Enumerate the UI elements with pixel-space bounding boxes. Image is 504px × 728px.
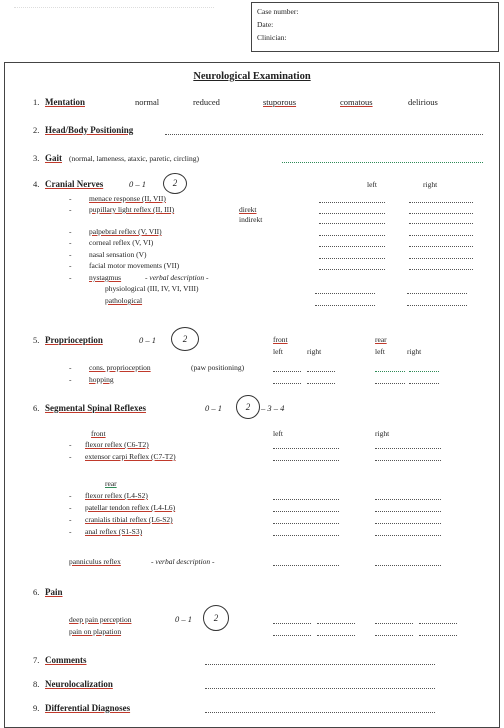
proprioception-heading: Proprioception	[45, 335, 103, 345]
nystagmus-physiological: physiological (III, IV, VI, VIII)	[105, 284, 199, 293]
pain-field[interactable]	[273, 635, 311, 636]
proprio-field[interactable]	[409, 371, 439, 372]
proprio-field[interactable]	[273, 371, 301, 372]
proprio-rear: rear	[375, 335, 387, 344]
cranial-field-left[interactable]	[319, 223, 385, 224]
spinal-front-extensor: extensor carpi Reflex (C7-T2)	[85, 452, 176, 461]
cranial-field-right[interactable]	[409, 246, 473, 247]
cranial-field-left[interactable]	[319, 213, 385, 214]
proprio-item-hopping: hopping	[89, 375, 114, 384]
cranial-col-right: right	[423, 180, 438, 189]
differential-diagnoses-field[interactable]	[205, 712, 435, 713]
proprio-field[interactable]	[307, 371, 335, 372]
proprio-rear-left: left	[375, 347, 385, 356]
pain-field[interactable]	[419, 623, 457, 624]
mentation-heading: Mentation	[45, 97, 85, 107]
cranial-bullet: -	[69, 273, 72, 282]
panniculus-note: - verbal description -	[151, 557, 215, 566]
cranial-bullet: -	[69, 194, 72, 203]
pain-field[interactable]	[317, 623, 355, 624]
spinal-scale-b: – 3 – 4	[261, 403, 285, 413]
cranial-field-right[interactable]	[409, 235, 473, 236]
head-body-field[interactable]	[165, 134, 483, 135]
spinal-field-right[interactable]	[375, 511, 441, 512]
comments-heading: Comments	[45, 655, 87, 665]
cranial-bullet: -	[69, 227, 72, 236]
cranial-bullet: -	[69, 261, 72, 270]
spinal-score-circle: 2	[236, 395, 260, 419]
cranial-field-right[interactable]	[407, 305, 467, 306]
nystagmus-note: - verbal description -	[145, 273, 209, 282]
mentation-option-reduced[interactable]: reduced	[193, 97, 220, 107]
spinal-bullet: -	[69, 452, 72, 461]
cranial-scale: 0 – 1	[129, 179, 146, 189]
spinal-bullet: -	[69, 527, 72, 536]
proprio-scale: 0 – 1	[139, 335, 156, 345]
proprio-bullet: -	[69, 375, 72, 384]
proprio-front: front	[273, 335, 288, 344]
spinal-rear-tibial: cranialis tibial reflex (L6-S2)	[85, 515, 173, 524]
cranial-score-circle: 2	[163, 173, 187, 194]
neurolocalization-field[interactable]	[205, 688, 435, 689]
spinal-field-right[interactable]	[375, 448, 441, 449]
cranial-field-left[interactable]	[319, 269, 385, 270]
gait-field[interactable]	[282, 162, 483, 163]
proprio-field[interactable]	[409, 383, 439, 384]
clinician-label: Clinician:	[257, 33, 287, 42]
spinal-bullet: -	[69, 503, 72, 512]
pain-field[interactable]	[375, 623, 413, 624]
proprio-rear-right: right	[407, 347, 422, 356]
pain-item-deep: deep pain perception	[69, 615, 132, 624]
cranial-field-right[interactable]	[409, 202, 473, 203]
spinal-field-left[interactable]	[273, 448, 339, 449]
comments-field[interactable]	[205, 664, 435, 665]
cranial-field-right[interactable]	[409, 269, 473, 270]
cranial-field-left[interactable]	[319, 235, 385, 236]
mentation-option-delirious[interactable]: delirious	[408, 97, 438, 107]
s7-num: 7.	[33, 655, 40, 665]
pain-num: 6.	[33, 587, 40, 597]
panniculus-field-left[interactable]	[273, 565, 339, 566]
proprio-front-left: left	[273, 347, 283, 356]
cranial-bullet: -	[69, 238, 72, 247]
s5-num: 5.	[33, 335, 40, 345]
cranial-nerves-heading: Cranial Nerves	[45, 179, 104, 189]
cranial-field-left[interactable]	[319, 258, 385, 259]
cranial-field-left[interactable]	[315, 293, 375, 294]
spinal-field-right[interactable]	[375, 499, 441, 500]
cranial-item-corneal: corneal reflex (V, VI)	[89, 238, 154, 247]
spinal-scale-a: 0 – 1	[205, 403, 222, 413]
s6-num: 6.	[33, 403, 40, 413]
pain-field[interactable]	[375, 635, 413, 636]
pain-score-circle: 2	[203, 605, 229, 631]
s4-num: 4.	[33, 179, 40, 189]
cranial-item-facial: facial motor movements (VII)	[89, 261, 180, 270]
proprio-item-conscious: cons. proprioception	[89, 363, 151, 372]
exam-form	[4, 62, 500, 728]
differential-diagnoses-heading: Differential Diagnoses	[45, 703, 131, 713]
form-title: Neurological Examination	[193, 71, 311, 82]
pain-field[interactable]	[317, 635, 355, 636]
spinal-bullet: -	[69, 440, 72, 449]
panniculus-reflex: panniculus reflex	[69, 557, 121, 566]
spinal-field-left[interactable]	[273, 535, 339, 536]
cranial-item-plr: pupillary light reflex (II, III)	[89, 205, 175, 214]
mentation-option-comatous[interactable]: comatous	[340, 97, 373, 107]
cranial-field-right[interactable]	[409, 223, 473, 224]
proprio-paw-note: (paw positioning)	[191, 363, 245, 372]
spinal-front-flexor: flexor reflex (C6-T2)	[85, 440, 149, 449]
spinal-col-left: left	[273, 429, 283, 438]
cranial-bullet: -	[69, 250, 72, 259]
spinal-field-left[interactable]	[273, 523, 339, 524]
spinal-bullet: -	[69, 491, 72, 500]
spinal-field-right[interactable]	[375, 523, 441, 524]
cranial-col-left: left	[367, 180, 377, 189]
spinal-col-right: right	[375, 429, 390, 438]
cranial-item-palpebral: palpebral reflex (V, VII)	[89, 227, 162, 236]
pain-item-plapation: pain on plapation	[69, 627, 122, 636]
pain-field[interactable]	[273, 623, 311, 624]
pain-heading: Pain	[45, 587, 63, 597]
cranial-bullet: -	[69, 205, 72, 214]
proprio-front-right: right	[307, 347, 322, 356]
plr-direct: direkt	[239, 205, 257, 214]
gait-detail: (normal, lameness, ataxic, paretic, circling)	[69, 154, 199, 163]
mentation-option-stuporous[interactable]: stuporous	[263, 97, 297, 107]
plr-indirect: indirekt	[239, 215, 263, 224]
case-info-box	[251, 2, 499, 52]
panniculus-field-right[interactable]	[375, 565, 441, 566]
cranial-field-left[interactable]	[315, 305, 375, 306]
proprio-score-circle: 2	[171, 327, 199, 351]
proprio-field[interactable]	[375, 383, 405, 384]
s8-num: 8.	[33, 679, 40, 689]
spinal-rear-flexor: flexor reflex (L4-S2)	[85, 491, 148, 500]
mentation-option-normal[interactable]: normal	[135, 97, 160, 107]
gait-heading: Gait	[45, 153, 62, 163]
head-body-heading: Head/Body Positioning	[45, 125, 134, 135]
spinal-rear-patellar: patellar tendon reflex (L4-L6)	[85, 503, 176, 512]
proprio-field[interactable]	[375, 371, 405, 372]
s3-num: 3.	[33, 153, 40, 163]
spinal-rear-anal: anal reflex (S1-S3)	[85, 527, 143, 536]
cranial-field-right[interactable]	[407, 293, 467, 294]
cranial-field-right[interactable]	[409, 258, 473, 259]
spinal-front: front	[91, 429, 106, 438]
top-faint-line	[14, 7, 214, 8]
pain-field[interactable]	[419, 635, 457, 636]
s9-num: 9.	[33, 703, 40, 713]
cranial-item-menace: menace response (II, VII)	[89, 194, 166, 203]
proprio-field[interactable]	[273, 383, 301, 384]
pain-scale: 0 – 1	[175, 614, 192, 624]
neurolocalization-heading: Neurolocalization	[45, 679, 113, 689]
s2-num: 2.	[33, 125, 40, 135]
spinal-field-right[interactable]	[375, 535, 441, 536]
case-number-label: Case number:	[257, 7, 299, 16]
cranial-field-right[interactable]	[409, 213, 473, 214]
nystagmus-pathological: pathological	[105, 296, 143, 305]
proprio-field[interactable]	[307, 383, 335, 384]
spinal-field-left[interactable]	[273, 460, 339, 461]
proprio-bullet: -	[69, 363, 72, 372]
spinal-reflexes-heading: Segmental Spinal Reflexes	[45, 403, 146, 413]
spinal-rear: rear	[105, 479, 117, 488]
s1-num: 1.	[33, 97, 40, 107]
spinal-field-right[interactable]	[375, 460, 441, 461]
spinal-bullet: -	[69, 515, 72, 524]
cranial-field-left[interactable]	[319, 246, 385, 247]
cranial-item-nystagmus: nystagmus	[89, 273, 122, 282]
spinal-field-left[interactable]	[273, 499, 339, 500]
spinal-field-left[interactable]	[273, 511, 339, 512]
cranial-item-nasal: nasal sensation (V)	[89, 250, 147, 259]
cranial-field-left[interactable]	[319, 202, 385, 203]
date-label: Date:	[257, 20, 274, 29]
